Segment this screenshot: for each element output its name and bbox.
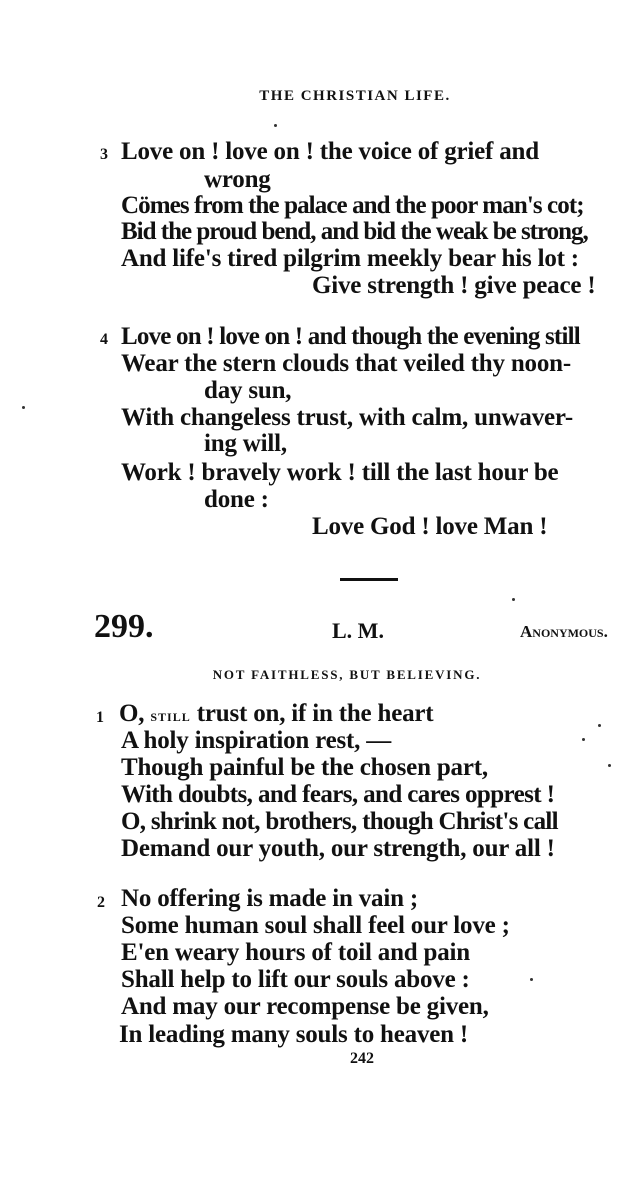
verse-line: Wear the stern clouds that veiled thy noon- xyxy=(121,350,571,377)
verse-line: And life's tired pilgrim meekly bear his lot : xyxy=(121,245,579,272)
verse-line: A holy inspiration rest, — xyxy=(121,727,392,754)
verse-line: ing will, xyxy=(204,430,287,457)
verse-line: With changeless trust, with calm, unwaver- xyxy=(121,404,574,431)
hymn-meter: L. M. xyxy=(332,618,384,643)
section-divider xyxy=(340,578,398,581)
verse-line: Though painful be the chosen part, xyxy=(121,754,488,781)
verse-first-word: O, xyxy=(119,700,151,727)
verse-line: Love God ! love Man ! xyxy=(312,513,548,540)
verse-line: wrong xyxy=(204,166,271,193)
verse-line: Work ! bravely work ! till the last hour be xyxy=(121,459,559,486)
verse-first-line-rest: trust on, if in the heart xyxy=(190,700,434,727)
page-number: 242 xyxy=(350,1050,374,1067)
verse-line: Bid the proud bend, and bid the weak be strong, xyxy=(121,218,588,245)
ink-speck xyxy=(608,764,611,767)
verse-line: E'en weary hours of toil and pain xyxy=(121,939,471,966)
running-head: THE CHRISTIAN LIFE. xyxy=(259,88,451,104)
verse-line: Shall help to lift our souls above : xyxy=(121,966,470,993)
verse-number: 4 xyxy=(100,331,108,348)
small-caps-word: still xyxy=(150,706,191,725)
verse-line: In leading many souls to heaven ! xyxy=(119,1021,469,1048)
verse-line: done : xyxy=(204,486,269,513)
verse-line: Cömes from the palace and the poor man's cot; xyxy=(121,192,584,219)
ink-speck xyxy=(22,406,25,409)
ink-speck xyxy=(512,598,515,601)
verse-line: Love on ! love on ! the voice of grief and xyxy=(121,138,539,165)
ink-speck xyxy=(530,978,533,981)
verse-line: And may our recompense be given, xyxy=(121,993,489,1020)
verse-line: Give strength ! give peace ! xyxy=(312,272,596,299)
verse-line: Some human soul shall feel our love ; xyxy=(121,912,510,939)
verse-line: day sun, xyxy=(204,377,292,404)
ink-speck xyxy=(274,124,277,127)
verse-number: 3 xyxy=(100,146,108,163)
verse-number: 2 xyxy=(97,894,105,911)
verse-line: With doubts, and fears, and cares opprest ! xyxy=(121,781,555,808)
hymn-number: 299. xyxy=(94,608,154,645)
verse-number: 1 xyxy=(96,709,104,726)
verse-line: Demand our youth, our strength, our all ! xyxy=(121,835,555,862)
hymn-title: NOT FAITHLESS, BUT BELIEVING. xyxy=(212,667,482,682)
ink-speck xyxy=(582,738,585,741)
verse-first-line xyxy=(119,700,433,730)
verse-line: O, shrink not, brothers, though Christ's call xyxy=(121,808,558,835)
verse-line: Love on ! love on ! and though the evening still xyxy=(121,323,580,350)
verse-line: No offering is made in vain ; xyxy=(121,885,418,912)
ink-speck xyxy=(598,724,601,727)
hymn-author: Anonymous. xyxy=(520,622,608,641)
